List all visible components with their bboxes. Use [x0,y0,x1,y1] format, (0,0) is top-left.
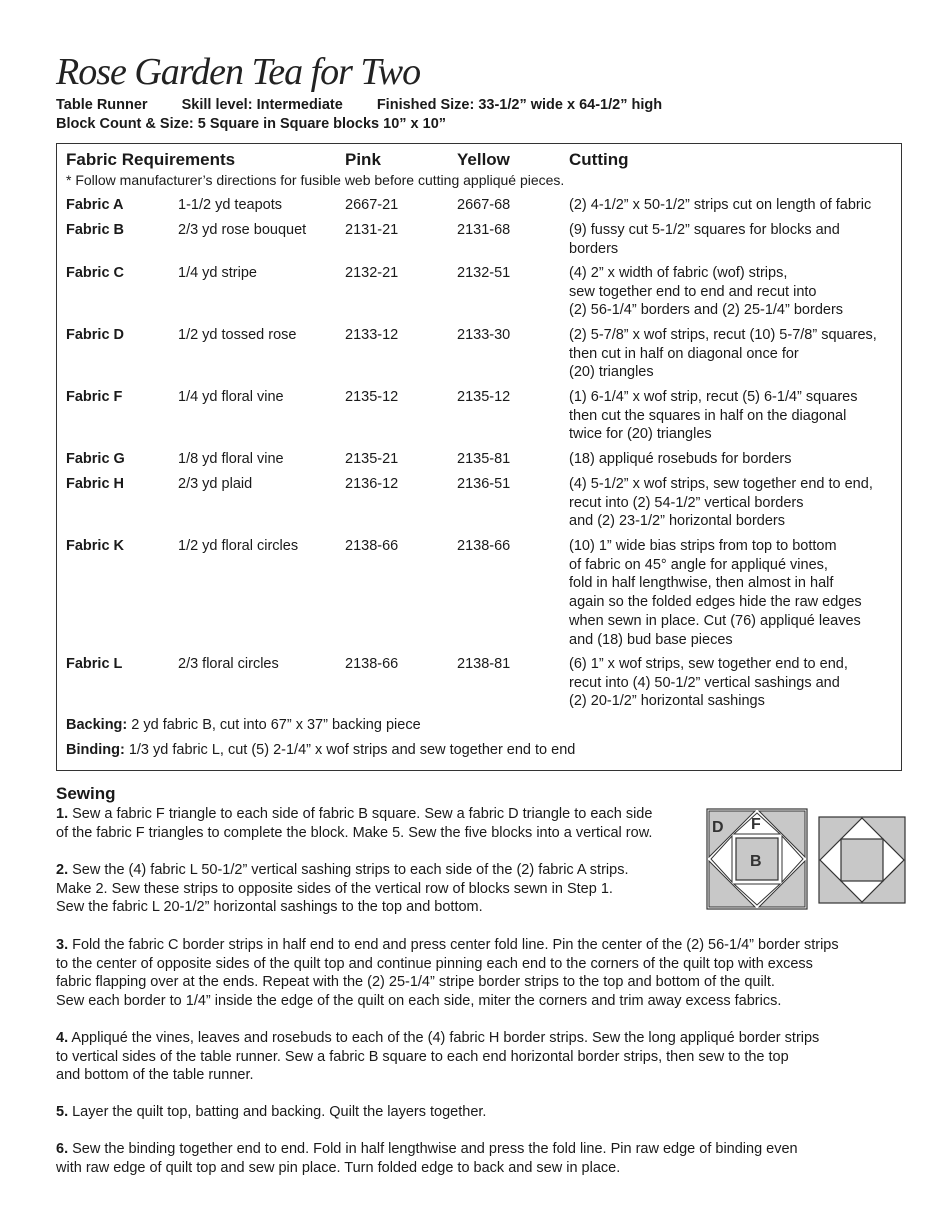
step-number: 2. [56,862,69,878]
step-number: 1. [56,806,69,822]
step-line [56,936,839,955]
fabric-name: Fabric D [66,327,125,343]
cutting-instructions [569,326,899,382]
yellow-sku: 2136-51 [457,476,511,492]
cutting-line: (2) 5-7/8” x wof strips, recut (10) 5-7/8” squares, [569,327,877,343]
cutting-line: (1) 6-1/4” x wof strip, recut (5) 6-1/4” squares [569,389,858,405]
yellow-sku: 2131-68 [457,222,511,238]
fabric-yardage: 1/8 yd floral vine [178,451,284,467]
step-text: and bottom of the table runner. [56,1067,254,1084]
sewing-step [56,805,652,842]
step-line [56,1140,798,1159]
step-line [56,1048,819,1067]
block-assembly-diagram [706,808,808,910]
cutting-line: (4) 2” x width of fabric (wof) strips, [569,265,788,281]
backing-line [66,717,421,733]
cutting-line: sew together end to end and recut into [569,283,817,300]
cutting-line: (9) fussy cut 5-1/2” squares for blocks and [569,222,840,238]
step-number: 6. [56,1141,69,1157]
fabric-name: Fabric G [66,451,125,467]
pink-sku: 2132-21 [345,265,399,281]
step-line [56,898,628,917]
step-text: Make 2. Sew these strips to opposite sides of the vertical row of blocks sewn in Step 1. [56,880,613,897]
cutting-line: (2) 20-1/2” horizontal sashings [569,693,765,710]
sewing-step [56,1103,486,1122]
fabric-yardage: 2/3 yd plaid [178,476,253,492]
cutting-line: (6) 1” x wof strips, sew together end to end, [569,656,848,672]
step-text: Sew a fabric F triangle to each side of fabric B square. Sew a fabric D triangle to each side [68,806,653,822]
fabric-requirements-heading: Fabric Requirements [66,150,236,169]
fabric-name: Fabric K [66,538,125,554]
step-line [56,1029,819,1048]
cutting-line: fold in half lengthwise, then almost in half [569,575,834,592]
step-text: Sew the (4) fabric L 50-1/2” vertical sashing strips to each side of the (2) fabric A strips. [68,862,629,878]
fabric-name: Fabric B [66,222,125,238]
yellow-sku: 2667-68 [457,197,511,213]
pink-sku: 2138-66 [345,538,399,554]
fabric-yardage: 1/4 yd floral vine [178,389,284,405]
sewing-step [56,861,628,917]
yellow-sku: 2132-51 [457,265,511,281]
cutting-line: recut into (4) 50-1/2” vertical sashings and [569,674,840,691]
pink-sku: 2131-21 [345,222,399,238]
cutting-instructions [569,196,899,215]
step-text: Sew the fabric L 20-1/2” horizontal sashings to the top and bottom. [56,899,483,916]
yellow-sku: 2135-81 [457,451,511,467]
fusible-web-note: * Follow manufacturer’s directions for fusible web before cutting appliqué pieces. [66,172,565,188]
step-text: Sew the binding together end to end. Fold in half lengthwise and press the fold line. Pin raw edge of binding even [68,1141,798,1157]
step-text: Appliqué the vines, leaves and rosebuds to each of the (4) fabric H border strips. Sew the long appliqué border strips [68,1030,820,1046]
cutting-line: (2) 56-1/4” borders and (2) 25-1/4” borders [569,302,844,319]
cutting-line: borders [569,240,619,257]
cutting-line: (20) triangles [569,364,654,381]
binding-line [66,742,575,758]
step-line [56,1066,819,1085]
yellow-sku: 2138-66 [457,538,511,554]
fabric-yardage: 2/3 yd rose bouquet [178,222,307,238]
binding-text: 1/3 yd fabric L, cut (5) 2-1/4” x wof strips and sew together end to end [124,742,576,758]
step-line [56,880,628,899]
center-square [841,839,883,881]
step-line [56,861,628,880]
step-text: with raw edge of quilt top and sew pin place. Turn folded edge to back and sew in place. [56,1159,621,1176]
pink-sku: 2133-12 [345,327,399,343]
cutting-line: and (18) bud base pieces [569,631,733,648]
cutting-instructions [569,450,899,469]
pattern-meta [56,97,692,113]
fabric-name: Fabric H [66,476,125,492]
fabric-name: Fabric C [66,265,125,281]
pink-sku: 2135-21 [345,451,399,467]
fabric-yardage: 2/3 floral circles [178,656,279,672]
pattern-type: Table Runner [56,97,148,113]
cutting-instructions [569,655,899,711]
step-text: of the fabric F triangles to complete the block. Make 5. Sew the five blocks into a vertical row. [56,824,653,841]
pink-sku: 2138-66 [345,656,399,672]
step-text: Fold the fabric C border strips in half end to end and press center fold line. Pin the center of the (2) 56-1/4” border strips [68,937,839,953]
step-line [56,824,652,843]
cutting-line: again so the folded edges hide the raw edges [569,594,862,611]
label-b: B [750,853,762,870]
backing-text: 2 yd fabric B, cut into 67” x 37” backing piece [127,717,421,733]
backing-label: Backing: [66,717,128,733]
pink-sku: 2135-12 [345,389,399,405]
sewing-heading: Sewing [56,784,116,803]
step-text: Layer the quilt top, batting and backing. Quilt the layers together. [68,1104,487,1120]
cutting-line: twice for (20) triangles [569,426,712,443]
skill-level: Skill level: Intermediate [181,97,343,113]
step-line [56,973,839,992]
cutting-line: and (2) 23-1/2” horizontal borders [569,513,786,530]
step-text: fabric flapping over at the ends. Repeat with the (2) 25-1/4” stripe border strips to the top and bottom of the quilt. [56,974,775,991]
cutting-line: of fabric on 45° angle for appliqué vines, [569,556,828,573]
step-text: to the center of opposite sides of the quilt top and continue pinning each end to the corners of the quilt top with excess [56,955,813,972]
fabric-yardage: 1/4 yd stripe [178,265,257,281]
step-line [56,1159,798,1178]
pink-column-header: Pink [345,150,381,169]
finished-size: Finished Size: 33-1/2” wide x 64-1/2” high [376,97,663,113]
cutting-column-header: Cutting [569,150,629,169]
cutting-instructions [569,264,899,320]
binding-label: Binding: [66,742,125,758]
cutting-instructions [569,537,899,649]
step-text: to vertical sides of the table runner. Sew a fabric B square to each end horizontal border strips, then sew to the top [56,1048,789,1065]
step-line [56,805,652,824]
sewing-step [56,936,839,1011]
block-count: Block Count & Size: 5 Square in Square blocks 10” x 10” [56,116,447,132]
label-f: F [751,816,761,833]
step-line [56,955,839,974]
step-text: Sew each border to 1/4” inside the edge of the quilt on each side, miter the corners and trim away excess fabrics. [56,993,782,1010]
cutting-line: then cut in half on diagonal once for [569,345,799,362]
yellow-sku: 2133-30 [457,327,511,343]
yellow-sku: 2135-12 [457,389,511,405]
pink-sku: 2136-12 [345,476,399,492]
step-number: 4. [56,1030,69,1046]
cutting-line: (2) 4-1/2” x 50-1/2” strips cut on length of fabric [569,197,872,213]
step-line [56,992,839,1011]
label-d: D [712,819,724,836]
fabric-yardage: 1/2 yd tossed rose [178,327,297,343]
finished-block-diagram [818,816,906,904]
pattern-title: Rose Garden Tea for Two [56,51,421,93]
step-number: 3. [56,937,69,953]
fabric-name: Fabric A [66,197,124,213]
cutting-instructions [569,388,899,444]
pink-sku: 2667-21 [345,197,399,213]
fabric-name: Fabric L [66,656,123,672]
cutting-line: (18) appliqué rosebuds for borders [569,451,792,467]
cutting-instructions [569,475,899,531]
cutting-line: (4) 5-1/2” x wof strips, sew together end to end, [569,476,873,492]
cutting-line: then cut the squares in half on the diagonal [569,407,847,424]
yellow-sku: 2138-81 [457,656,511,672]
step-line [56,1103,486,1122]
step-number: 5. [56,1104,69,1120]
yellow-column-header: Yellow [457,150,510,169]
fabric-yardage: 1/2 yd floral circles [178,538,299,554]
sewing-step [56,1029,819,1085]
cutting-instructions [569,221,899,258]
cutting-line: recut into (2) 54-1/2” vertical borders [569,494,804,511]
fabric-name: Fabric F [66,389,123,405]
cutting-line: when sewn in place. Cut (76) appliqué leaves [569,612,861,629]
fabric-yardage: 1-1/2 yd teapots [178,197,282,213]
cutting-line: (10) 1” wide bias strips from top to bottom [569,538,837,554]
sewing-step [56,1140,798,1177]
